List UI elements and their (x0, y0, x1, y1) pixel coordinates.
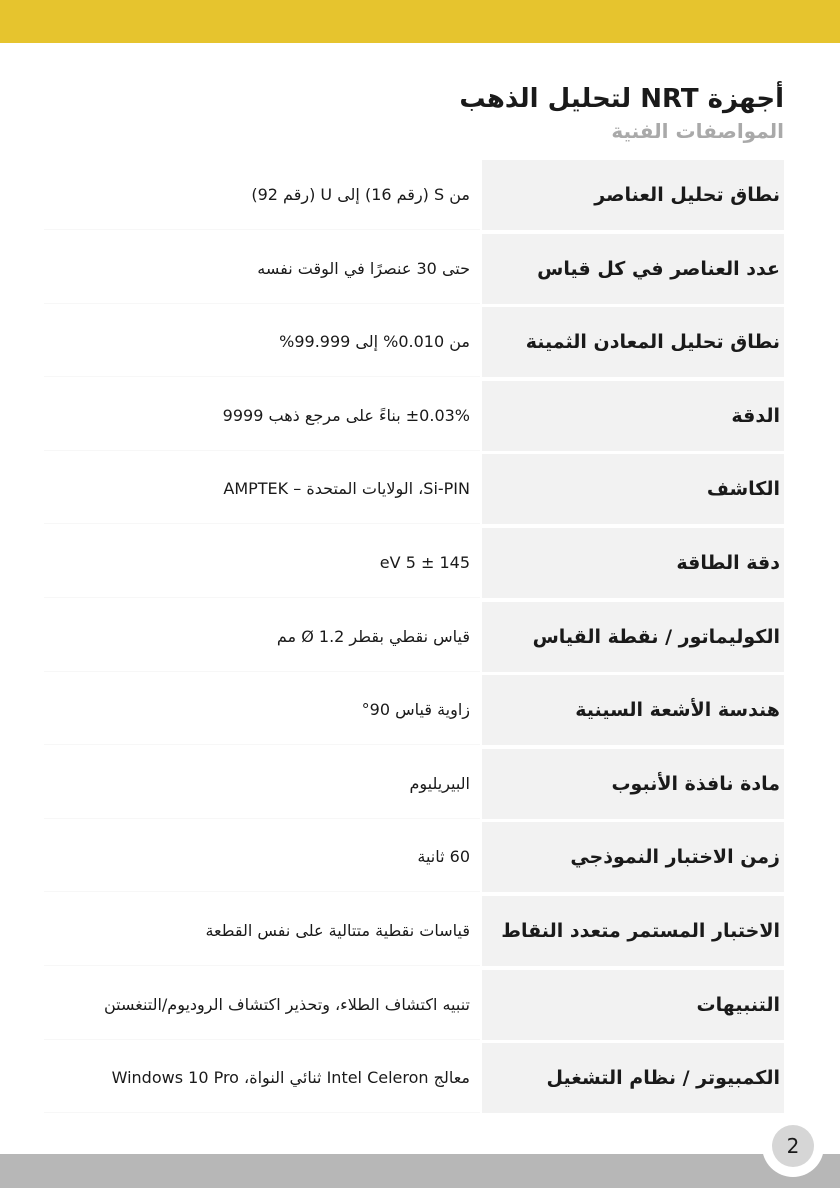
spec-label: مادة نافذة الأنبوب (482, 749, 784, 819)
spec-value: ±0.03% بناءً على مرجع ذهب 9999 (44, 381, 480, 451)
spec-label: الكوليماتور / نقطة القياس (482, 602, 784, 672)
page-subtitle: المواصفات الفنية (611, 119, 784, 143)
specifications-table (44, 160, 784, 1117)
spec-value: البيريليوم (44, 749, 480, 819)
page-number: 2 (772, 1125, 814, 1167)
spec-label: الكمبيوتر / نظام التشغيل (482, 1043, 784, 1113)
spec-label: هندسة الأشعة السينية (482, 675, 784, 745)
spec-divider (480, 307, 482, 377)
spec-row (44, 234, 784, 304)
spec-value: معالج Intel Celeron ثنائي النواة، Windows 10 Pro (44, 1043, 480, 1113)
spec-row (44, 970, 784, 1040)
spec-divider (480, 160, 482, 230)
spec-label: عدد العناصر في كل قياس (482, 234, 784, 304)
spec-divider (480, 602, 482, 672)
spec-label: الكاشف (482, 454, 784, 524)
page-title: أجهزة NRT لتحليل الذهب (459, 84, 784, 114)
spec-value: تنبيه اكتشاف الطلاء، وتحذير اكتشاف الروديوم/التنغستن (44, 970, 480, 1040)
spec-value: 145 ± 5 eV (44, 528, 480, 598)
spec-divider (480, 528, 482, 598)
spec-divider (480, 675, 482, 745)
spec-label: التنبيهات (482, 970, 784, 1040)
spec-row (44, 749, 784, 819)
spec-divider (480, 822, 482, 892)
spec-row (44, 822, 784, 892)
spec-divider (480, 749, 482, 819)
spec-divider (480, 381, 482, 451)
spec-value: قياسات نقطية متتالية على نفس القطعة (44, 896, 480, 966)
spec-row (44, 1043, 784, 1113)
spec-row (44, 454, 784, 524)
spec-value: زاوية قياس 90° (44, 675, 480, 745)
spec-label: نطاق تحليل المعادن الثمينة (482, 307, 784, 377)
spec-row (44, 160, 784, 230)
spec-value: قياس نقطي بقطر Ø 1.2 مم (44, 602, 480, 672)
spec-row (44, 896, 784, 966)
spec-divider (480, 970, 482, 1040)
spec-value: حتى 30 عنصرًا في الوقت نفسه (44, 234, 480, 304)
spec-label: الاختبار المستمر متعدد النقاط (482, 896, 784, 966)
spec-divider (480, 896, 482, 966)
spec-divider (480, 454, 482, 524)
spec-divider (480, 1043, 482, 1113)
spec-row (44, 307, 784, 377)
spec-row (44, 675, 784, 745)
footer-bar (0, 1154, 840, 1188)
spec-row (44, 528, 784, 598)
spec-divider (480, 234, 482, 304)
spec-label: زمن الاختبار النموذجي (482, 822, 784, 892)
spec-value: من S (رقم 16) إلى U (رقم 92) (44, 160, 480, 230)
spec-label: الدقة (482, 381, 784, 451)
spec-value: من 0.010% إلى 99.999% (44, 307, 480, 377)
header-accent-bar (0, 0, 840, 43)
spec-value: Si-PIN، الولايات المتحدة – AMPTEK (44, 454, 480, 524)
spec-value: 60 ثانية (44, 822, 480, 892)
spec-row (44, 381, 784, 451)
spec-label: دقة الطاقة (482, 528, 784, 598)
spec-label: نطاق تحليل العناصر (482, 160, 784, 230)
spec-row (44, 602, 784, 672)
